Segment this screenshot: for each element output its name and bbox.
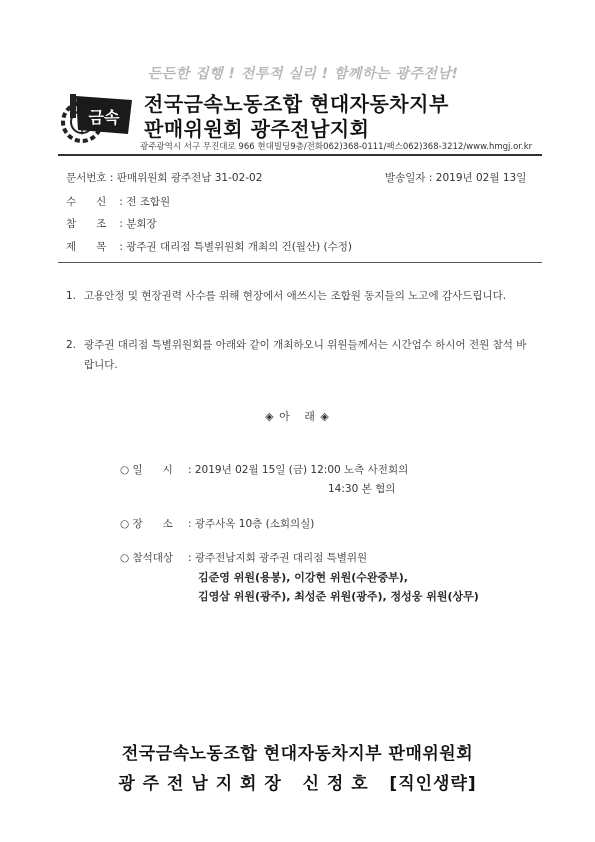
slogan: 든든한 집행 ! 전투적 실리 ! 함께하는 광주전남! [147, 66, 459, 82]
members-line-2: 김영삼 위원(광주), 최성준 위원(광주), 정성웅 위원(상무) [198, 590, 479, 603]
recipient-label: 수 신 [66, 196, 107, 208]
header-divider [58, 154, 542, 156]
union-logo [60, 90, 134, 148]
place-label: ○ 장 소 [120, 518, 173, 530]
datetime-value: : 2019년 02월 15일 (금) 12:00 노측 사전회의 [188, 464, 409, 476]
subject-row [66, 239, 352, 254]
reference-row [66, 216, 157, 231]
footer-org: 전국금속노동조합 현대자동차지부 판매위원회 [121, 744, 474, 764]
recipient-value: : 전 조합원 [119, 196, 171, 208]
members-line-1: 김준영 위원(용봉), 이강현 위원(수완중부), [198, 571, 408, 584]
subject-label: 제 목 [66, 241, 107, 253]
attendees-value: : 광주전남지회 광주권 대리점 특별위원 [188, 552, 368, 564]
notice-title: ◈ 아 래 ◈ [265, 410, 330, 423]
paragraph-2 [66, 335, 536, 375]
paragraph-text: 광주권 대리점 특별위원회를 아래와 같이 개최하오니 위원들께서는 시간엄수 하시어 전원 참석 바랍니다. [84, 339, 527, 371]
org-name-line2: 판매위원회 광주전남지회 [144, 117, 370, 141]
paragraph-text: 고용안정 및 현장권력 사수를 위해 현장에서 애쓰시는 조합원 동지들의 노고에 감사드립니다. [84, 290, 507, 302]
attendees-label: ○ 참석대상 [120, 552, 174, 564]
reference-value: : 분회장 [119, 218, 157, 230]
org-address: 광주광역시 서구 무진대로 966 현대빌딩9층/전화062)368-0111/팩스062)368-3212/www.hmgj.or.kr [140, 142, 533, 152]
doc-number: 문서번호 : 판매위원회 광주전남 31-02-02 [66, 172, 263, 184]
org-name-line1: 전국금속노동조합 현대자동차지부 [144, 92, 449, 116]
reference-label: 참 조 [66, 218, 107, 230]
footer-signature: 광 주 전 남 지 회 장 신 정 호 [직인생략] [118, 774, 477, 794]
datetime-value-2: 14:30 본 협의 [328, 483, 396, 495]
logo-text: 금속 [88, 108, 120, 127]
paragraph-number: 2. [66, 339, 77, 351]
info-divider [58, 262, 542, 263]
subject-value: : 광주권 대리점 특별위원회 개최의 건(월산) (수정) [119, 241, 353, 253]
datetime-label: ○ 일 시 [120, 464, 173, 476]
paragraph-number: 1. [66, 290, 77, 302]
recipient-row [66, 194, 170, 209]
send-date: 발송일자 : 2019년 02월 13일 [385, 172, 527, 184]
paragraph-1 [66, 286, 536, 306]
place-value: : 광주사옥 10층 (소회의실) [188, 518, 315, 530]
